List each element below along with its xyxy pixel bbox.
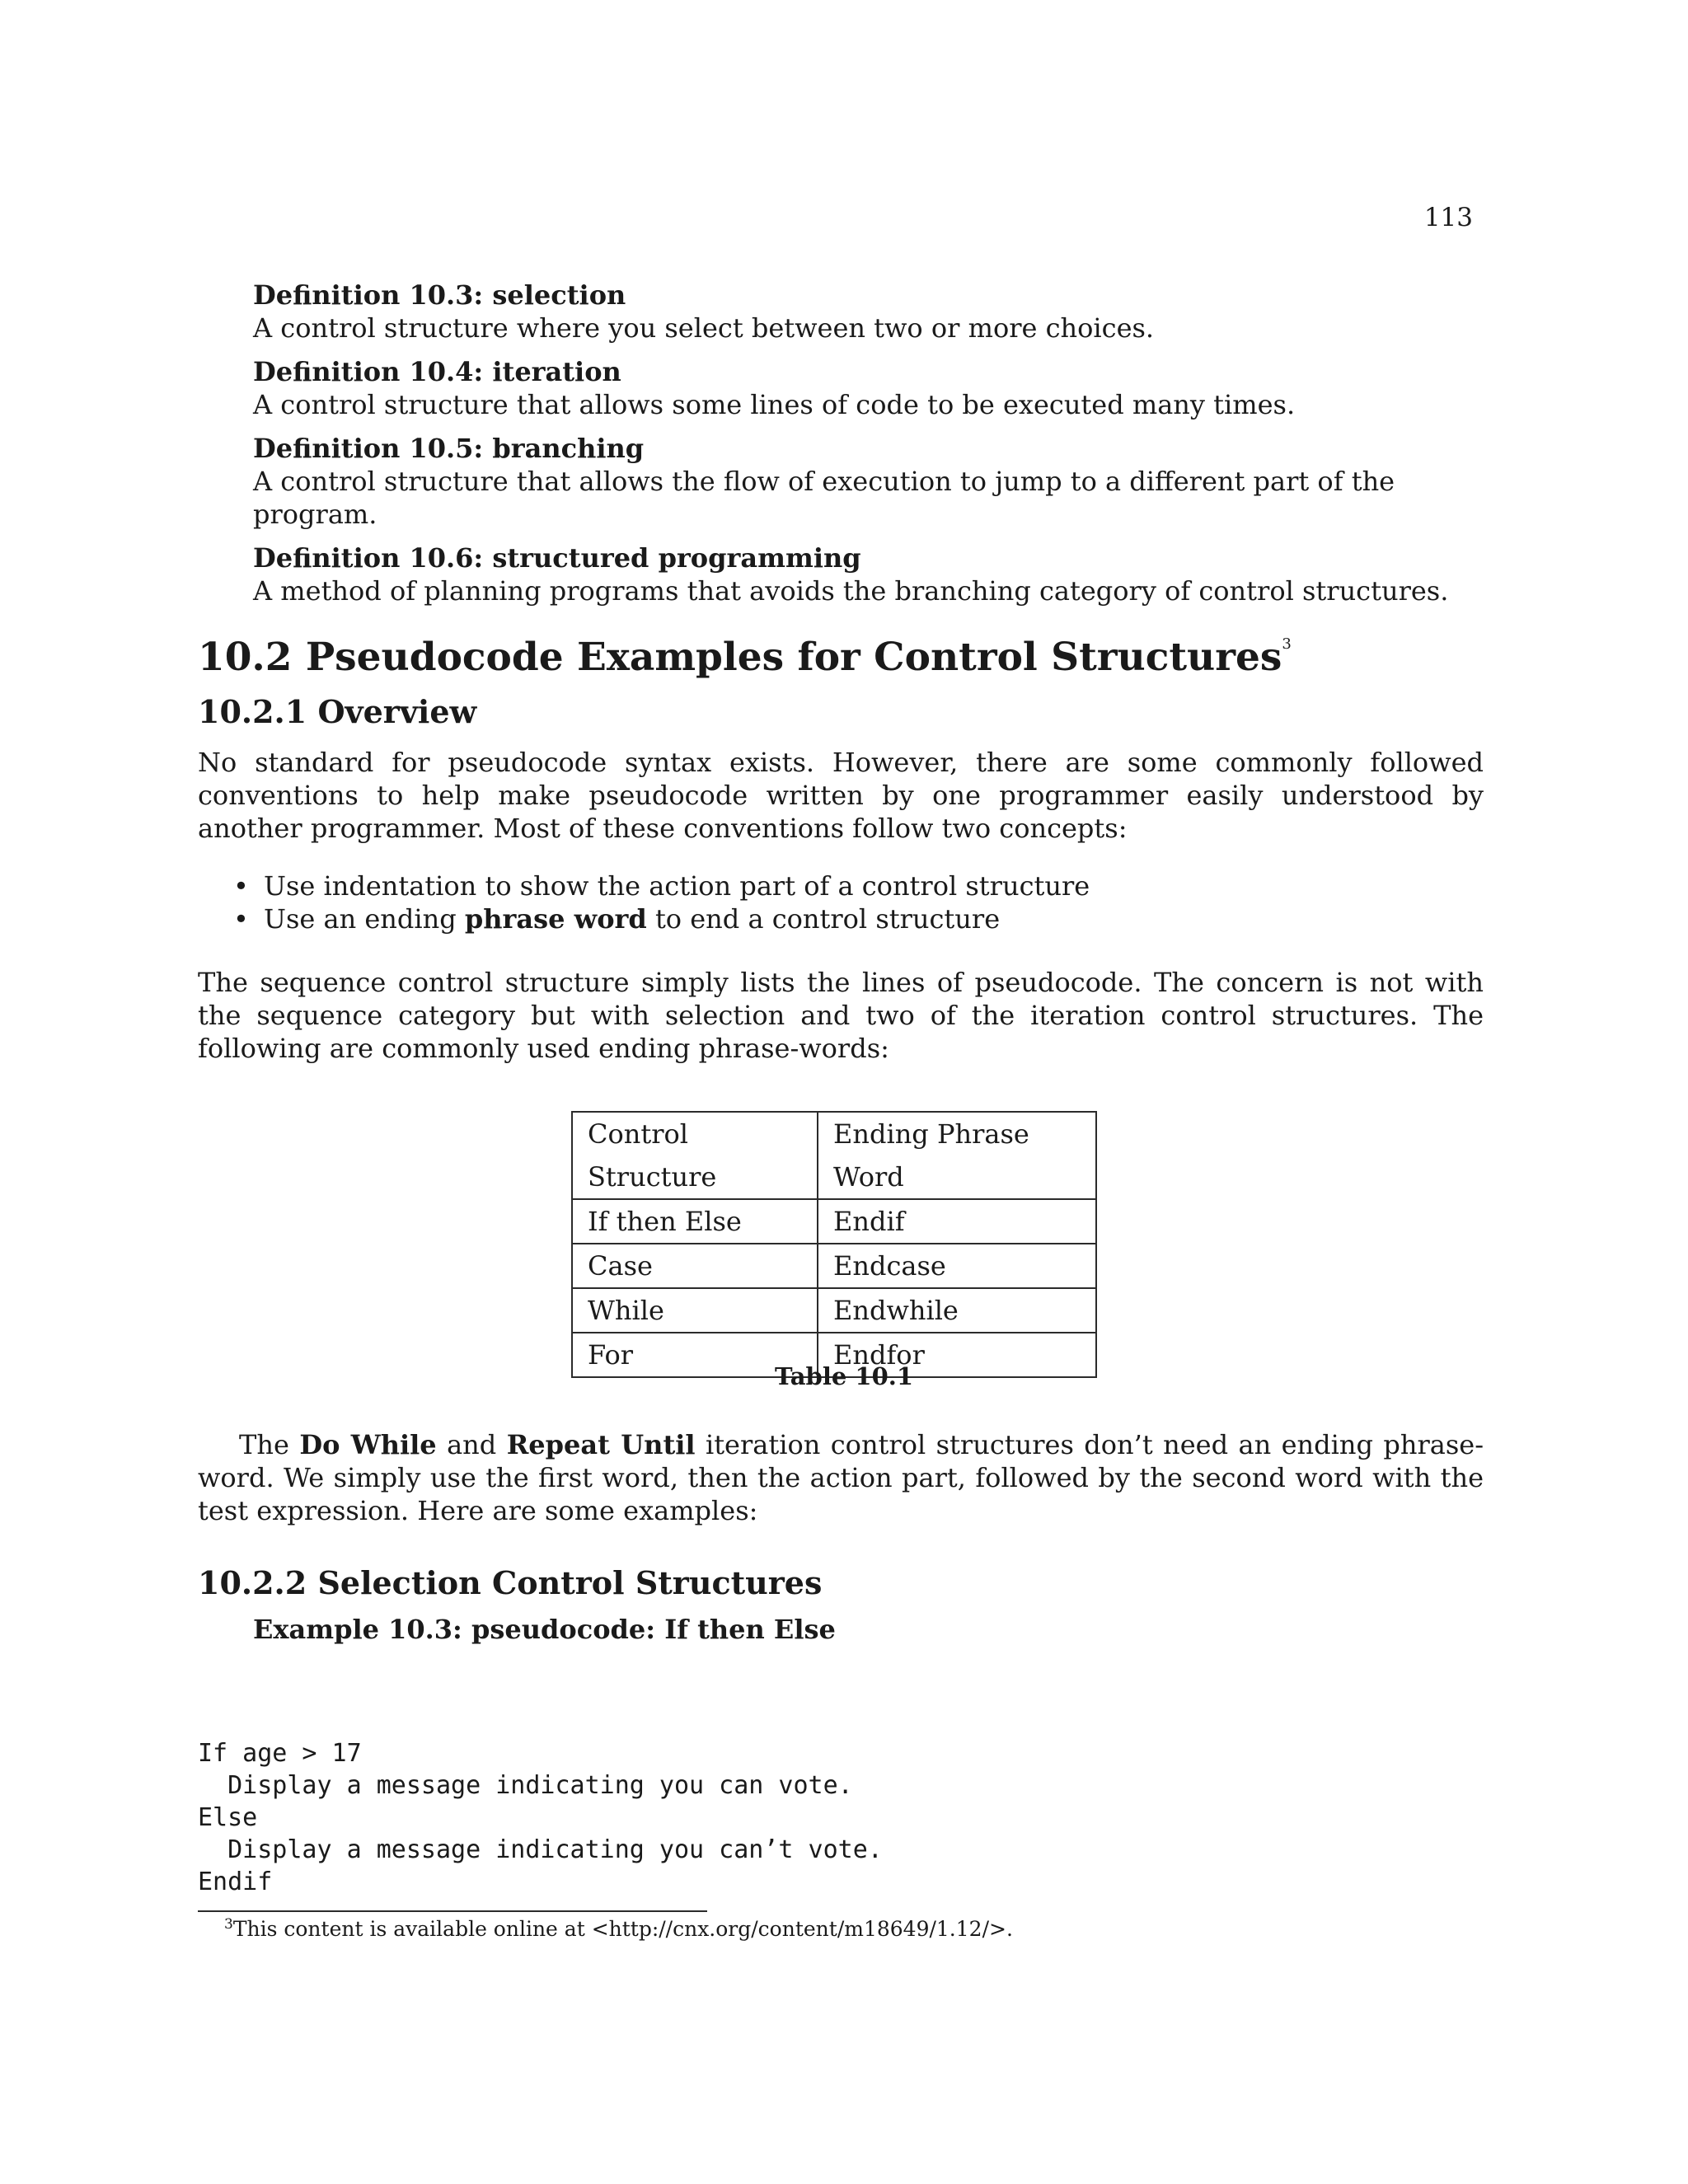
table-cell: Endcase (818, 1244, 1096, 1288)
sequence-paragraph: The sequence control structure simply lists the lines of pseudocode. The concern is not with the sequence category but with selection and two of the iteration control structures. The following are commonly used ending phrase-words: (198, 967, 1484, 1064)
definitions-list (253, 279, 1489, 618)
table-caption: Table 10.1 (774, 1362, 914, 1390)
table-header-cell: Ending Phrase Word (818, 1112, 1096, 1199)
definition-item (253, 279, 1489, 344)
definition-item (253, 432, 1489, 531)
table-header-cell: Control Structure (572, 1112, 818, 1199)
section-title (198, 620, 1292, 682)
table-header-row (572, 1112, 1096, 1199)
footnote-divider (198, 1910, 707, 1912)
list-item-text: Use indentation to show the action part of a control structure (264, 870, 1090, 902)
footnote-text: This content is available online at <http://cnx.org/content/m18649/1.12/>. (232, 1917, 1013, 1941)
paragraph-text: The (239, 1429, 300, 1460)
footnote-reference[interactable]: 3 (1282, 635, 1292, 653)
definition-item (253, 355, 1489, 421)
definition-term: Definition 10.5: branching (253, 433, 645, 464)
list-item-bold-text: phrase word (464, 903, 647, 935)
list-item-text: to end a control structure (646, 903, 1001, 935)
table-cell: Case (572, 1244, 818, 1288)
table-cell: Endif (818, 1199, 1096, 1244)
definition-description: A control structure that allows some lines of code to be executed many times. (253, 389, 1296, 420)
list-item (227, 902, 1090, 935)
definition-description: A method of planning programs that avoids the branching category of control structures. (253, 575, 1449, 607)
definition-description: A control structure that allows the flow of execution to jump to a different part of the program. (253, 466, 1395, 530)
table-cell: Endfor (818, 1333, 1096, 1377)
definition-term: Definition 10.3: selection (253, 279, 626, 311)
ending-phrase-table (571, 1111, 1097, 1378)
footnote (224, 1916, 1013, 1941)
overview-paragraph: No standard for pseudocode syntax exists. However, there are some commonly followed conventions to help make pseudocode written by one programmer easily understood by another programmer. Most of these conventions follow two concepts: (198, 747, 1484, 844)
paragraph-text: and (436, 1429, 507, 1460)
conventions-list (227, 869, 1090, 935)
pseudocode-block: If age > 17 Display a message indicating you can vote. Else Display a message indicating you can’t vote. Endif (198, 1739, 883, 1896)
table-cell: For (572, 1333, 818, 1377)
list-item-text: Use an ending (264, 903, 465, 935)
table-row (572, 1288, 1096, 1333)
table-cell: While (572, 1288, 818, 1333)
overview-heading: 10.2.1 Overview (198, 693, 477, 730)
example-title: Example 10.3: pseudocode: If then Else (253, 1614, 836, 1645)
table-row (572, 1199, 1096, 1244)
bullet-icon: • (233, 903, 249, 935)
definition-item (253, 541, 1489, 607)
do-while-paragraph (198, 1428, 1484, 1527)
table-cell: If then Else (572, 1199, 818, 1244)
definition-term: Definition 10.4: iteration (253, 356, 621, 387)
definition-description: A control structure where you select between two or more choices. (253, 312, 1155, 344)
paragraph-bold-text: Repeat Until (506, 1429, 696, 1460)
list-item (227, 869, 1090, 902)
footnote-mark: 3 (224, 1916, 233, 1933)
paragraph-text: iteration control structures don’t need an ending phrase-word. We simply use the first word, then the action part, followed by the second word with the test expression. Here are some examples: (198, 1429, 1484, 1526)
table-cell: Endwhile (818, 1288, 1096, 1333)
definition-term: Definition 10.6: structured programming (253, 542, 861, 574)
table-row (572, 1244, 1096, 1288)
paragraph-bold-text: Do While (299, 1429, 437, 1460)
selection-heading: 10.2.2 Selection Control Structures (198, 1564, 823, 1601)
section-title-text: 10.2 Pseudocode Examples for Control Structures (198, 635, 1282, 680)
bullet-icon: • (233, 870, 249, 902)
page-number: 113 (1423, 203, 1473, 232)
